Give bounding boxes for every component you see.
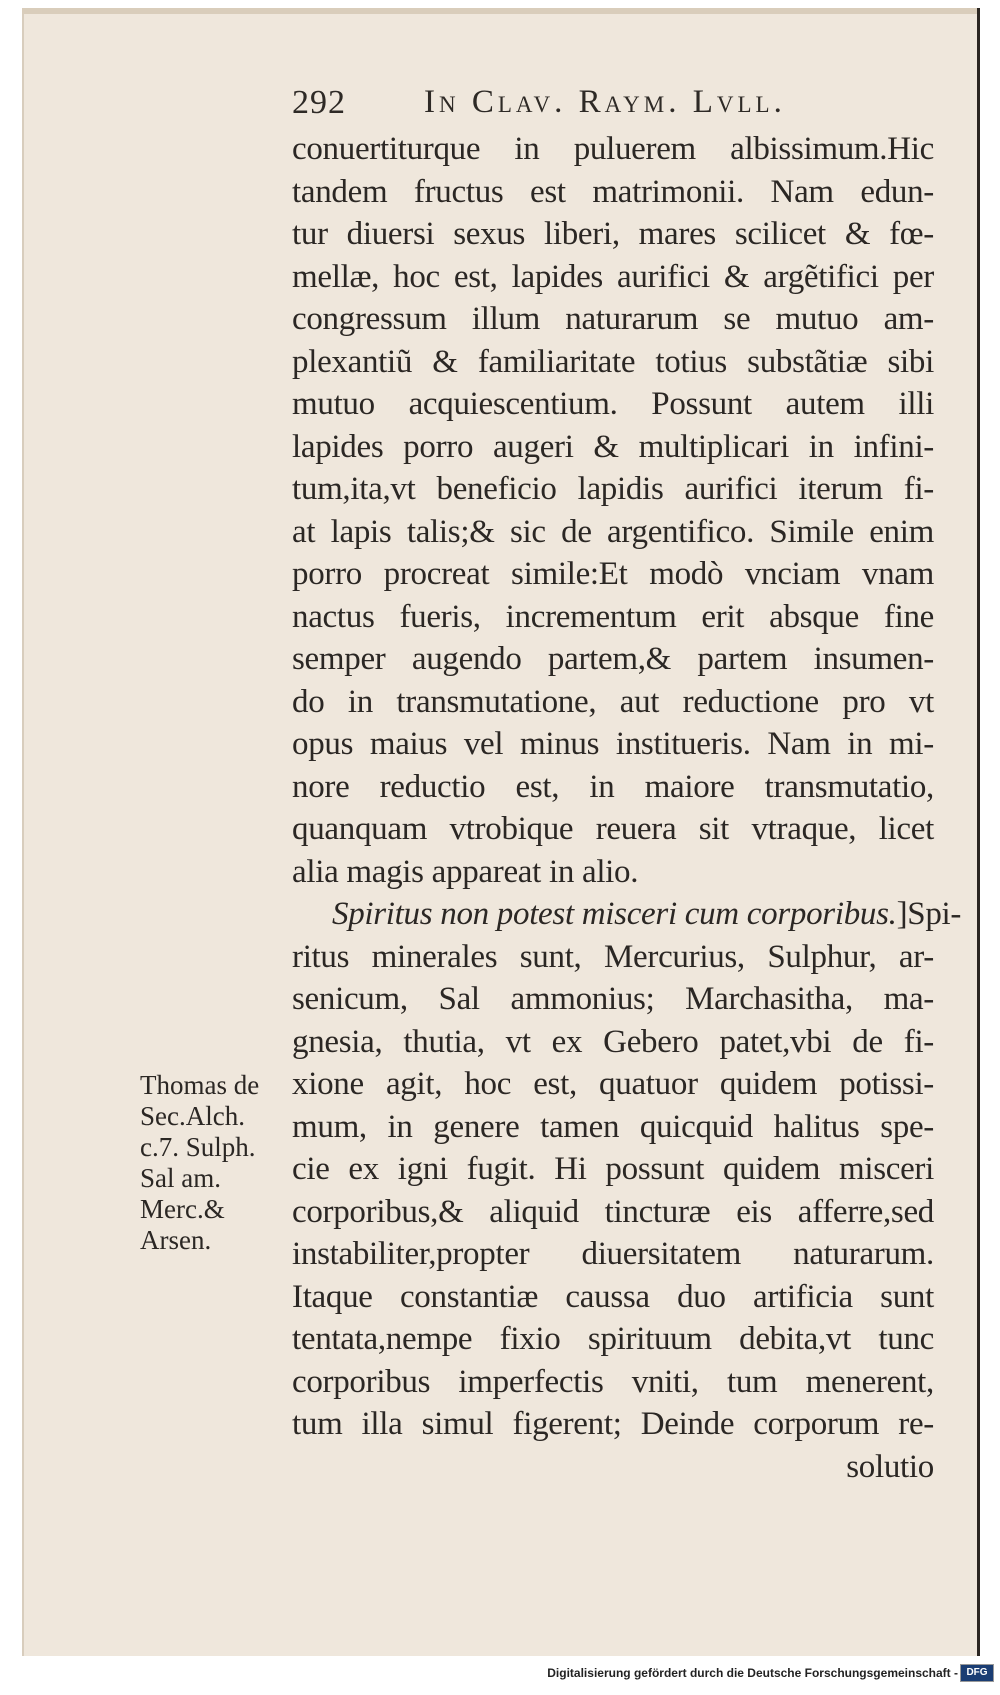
text-line: tum illa simul figerent; Deinde corporum re- bbox=[292, 1406, 934, 1442]
margin-line: Merc.& bbox=[140, 1194, 225, 1224]
page-number: 292 bbox=[292, 84, 346, 121]
lemma-text: Spiritus non potest misceri cum corporibus. bbox=[332, 896, 897, 932]
lemma-line bbox=[292, 893, 962, 936]
text-line: opus maius vel minus institueris. Nam in mi- bbox=[292, 726, 934, 762]
text-line: quanquam vtrobique reuera sit vtraque, licet bbox=[292, 811, 934, 847]
text-line: corporibus imperfectis vniti, tum menerent, bbox=[292, 1363, 934, 1400]
text-line: Itaque constantiæ caussa duo artificia sunt bbox=[292, 1278, 934, 1315]
text-line: cie ex igni fugit. Hi possunt quidem misceri bbox=[292, 1151, 934, 1187]
text-line: tum,ita,vt beneficio lapidis aurifici iterum fi- bbox=[292, 471, 934, 507]
page-header bbox=[292, 78, 912, 128]
text-line: tur diuersi sexus liberi, mares scilicet & fœ- bbox=[292, 216, 934, 252]
text-line: gnesia, thutia, vt ex Gebero patet,vbi de fi- bbox=[292, 1023, 934, 1060]
text-line: xione agit, hoc est, quatuor quidem potissi- bbox=[292, 1066, 934, 1102]
digitization-footer bbox=[0, 1658, 1000, 1688]
text-line: congressum illum naturarum se mutuo am- bbox=[292, 301, 934, 337]
margin-line: Sec.Alch. bbox=[140, 1101, 245, 1131]
text-line: mum, in genere tamen quicquid halitus spe- bbox=[292, 1108, 934, 1145]
text-line: instabiliter,propter diuersitatem naturarum. bbox=[292, 1236, 934, 1272]
marginal-note bbox=[140, 1070, 290, 1256]
dfg-logo-icon: DFG bbox=[960, 1664, 994, 1682]
text-line: senicum, Sal ammonius; Marchasitha, ma- bbox=[292, 981, 934, 1017]
text-line: porro procreat simile:Et modò vnciam vnam bbox=[292, 556, 934, 592]
text-line: do in transmutatione, aut reductione pro vt bbox=[292, 683, 934, 720]
main-text-block bbox=[292, 128, 962, 1488]
margin-line: Arsen. bbox=[140, 1225, 212, 1255]
text-line: corporibus,& aliquid tincturæ eis afferre,sed bbox=[292, 1193, 934, 1230]
margin-line: c.7. Sulph. bbox=[140, 1132, 256, 1162]
text-line: plexantiũ & familiaritate totius substãtiæ sibi bbox=[292, 343, 934, 380]
page-top-edge bbox=[22, 8, 977, 14]
margin-line: Thomas de bbox=[140, 1070, 260, 1100]
text-line: tandem fructus est matrimonii. Nam edun- bbox=[292, 173, 934, 210]
text-line: lapides porro augeri & multiplicari in infini- bbox=[292, 428, 934, 465]
text-line: nore reductio est, in maiore transmutatio, bbox=[292, 768, 934, 805]
text-line: tentata,nempe fixio spirituum debita,vt tunc bbox=[292, 1321, 934, 1357]
funding-credit: Digitalisierung gefördert durch die Deutsche Forschungsgemeinschaft - bbox=[547, 1666, 958, 1680]
lemma-tail: ]Spi- bbox=[896, 896, 962, 932]
text-line: mutuo acquiescentium. Possunt autem illi bbox=[292, 386, 934, 422]
text-line: mellæ, hoc est, lapides aurifici & argẽtifici per bbox=[292, 258, 934, 295]
text-line: ritus minerales sunt, Mercurius, Sulphur, ar- bbox=[292, 938, 934, 975]
catchword: solutio bbox=[846, 1448, 934, 1485]
margin-line: Sal am. bbox=[140, 1163, 221, 1193]
text-line: at lapis talis;& sic de argentifico. Simile enim bbox=[292, 513, 934, 550]
text-line: semper augendo partem,& partem insumen- bbox=[292, 641, 934, 677]
text-line: alia magis appareat in alio. bbox=[292, 853, 639, 890]
book-page bbox=[22, 8, 980, 1656]
text-line: nactus fueris, incrementum erit absque fine bbox=[292, 598, 934, 635]
text-line: conuertiturque in puluerem albissimum.Hic bbox=[292, 131, 934, 167]
running-title: In Clav. Raym. Lvll. bbox=[424, 84, 786, 120]
